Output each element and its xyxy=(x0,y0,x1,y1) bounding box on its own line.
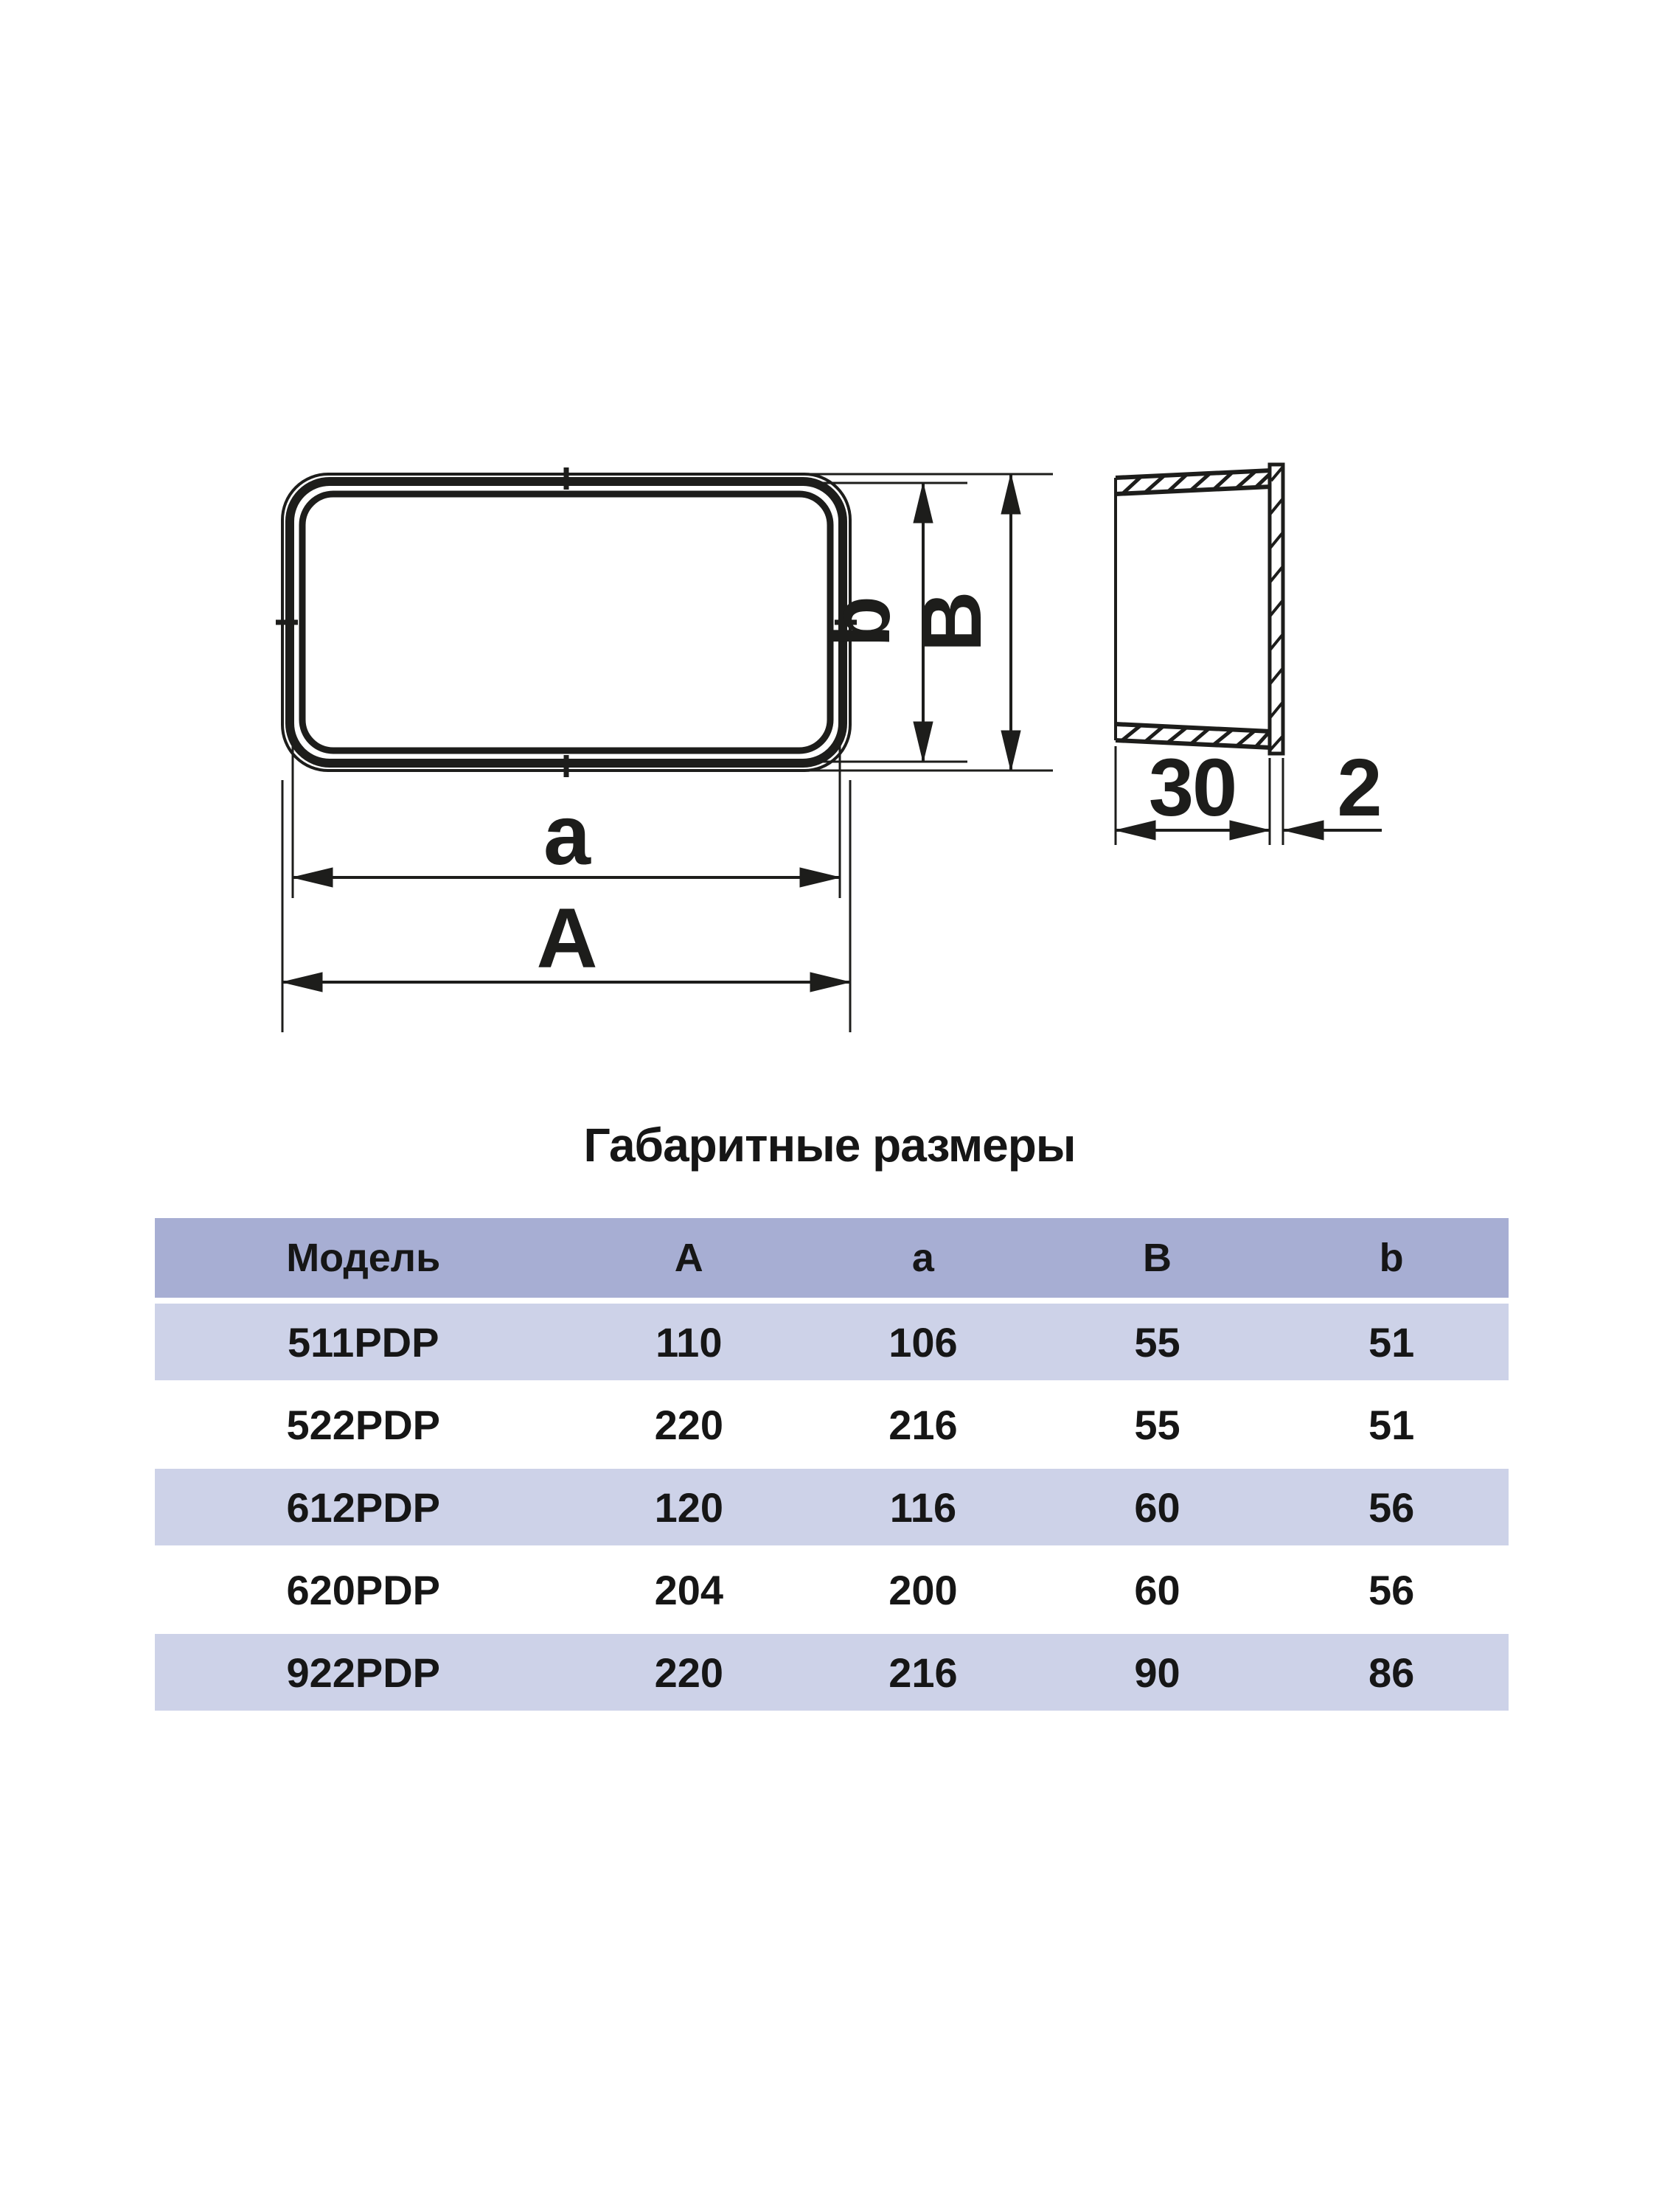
center-tick-marks xyxy=(276,467,857,777)
dimension-flange-2 xyxy=(1284,742,1382,840)
column-header-B: B xyxy=(1143,1236,1172,1280)
side-view xyxy=(1116,465,1283,754)
dim-B-cell: 90 xyxy=(1134,1649,1180,1696)
column-header-b: b xyxy=(1379,1236,1404,1280)
table-header-row xyxy=(155,1218,1509,1301)
dim-A-cell: 220 xyxy=(654,1649,724,1696)
dim-A-cell: 204 xyxy=(654,1566,724,1613)
dim-a-cell: 216 xyxy=(888,1649,958,1696)
dimension-a xyxy=(293,788,840,887)
model-cell: 612PDP xyxy=(286,1484,441,1531)
arrowhead-right-icon xyxy=(810,973,850,992)
arrowhead-down-icon xyxy=(914,722,933,762)
arrowhead-up-icon xyxy=(1001,474,1020,514)
dim-A-cell: 110 xyxy=(655,1318,723,1366)
front-middle-contour xyxy=(290,481,843,763)
dim-B-cell: 55 xyxy=(1134,1401,1180,1448)
dimensions-table xyxy=(155,1218,1509,1717)
dim-b-cell: 56 xyxy=(1368,1566,1415,1613)
arrowhead-down-icon xyxy=(1001,731,1020,771)
dim-B-cell: 55 xyxy=(1134,1318,1180,1366)
technical-drawing xyxy=(0,0,1659,1077)
model-cell: 522PDP xyxy=(286,1401,441,1448)
arrowhead-left-icon xyxy=(293,868,333,887)
dim-b-cell: 51 xyxy=(1368,1401,1415,1448)
dim-B-cell: 60 xyxy=(1134,1566,1180,1613)
dim-b-cell: 56 xyxy=(1368,1484,1415,1531)
dim-label-b: b xyxy=(813,597,908,648)
front-inner-contour xyxy=(302,494,830,751)
arrowhead-up-icon xyxy=(914,483,933,523)
table-row xyxy=(155,1383,1509,1466)
dim-label-2: 2 xyxy=(1337,742,1381,833)
table-row xyxy=(155,1466,1509,1548)
side-view-dimensions xyxy=(1116,742,1382,845)
arrowhead-left-icon xyxy=(282,973,322,992)
dimension-depth-30 xyxy=(1116,742,1270,840)
table-title: Габаритные размеры xyxy=(583,1119,1076,1172)
dim-b-cell: 51 xyxy=(1368,1318,1415,1366)
dim-A-cell: 220 xyxy=(654,1401,724,1448)
column-header-model: Модель xyxy=(286,1236,441,1280)
arrowhead-left-icon xyxy=(1284,821,1324,840)
dim-label-A: A xyxy=(536,891,597,986)
dim-label-30: 30 xyxy=(1148,742,1237,833)
model-cell: 620PDP xyxy=(286,1566,441,1613)
model-cell: 922PDP xyxy=(286,1649,441,1696)
dim-a-cell: 200 xyxy=(888,1566,958,1613)
dim-label-B: B xyxy=(905,592,999,653)
dim-a-cell: 106 xyxy=(888,1318,958,1366)
table-row xyxy=(155,1548,1509,1631)
arrowhead-right-icon xyxy=(800,868,840,887)
column-header-a: a xyxy=(911,1236,934,1280)
front-outer-contour xyxy=(282,474,850,771)
dimension-A xyxy=(282,891,850,992)
dim-a-cell: 216 xyxy=(888,1401,958,1448)
dim-b-cell: 86 xyxy=(1368,1649,1415,1696)
dim-a-cell: 116 xyxy=(889,1484,957,1531)
table-row xyxy=(155,1631,1509,1714)
front-view xyxy=(276,467,857,777)
dim-B-cell: 60 xyxy=(1134,1484,1180,1531)
table-row xyxy=(155,1301,1509,1383)
dim-A-cell: 120 xyxy=(654,1484,724,1531)
model-cell: 511PDP xyxy=(287,1318,439,1366)
column-header-A: A xyxy=(674,1236,703,1280)
dim-label-a: a xyxy=(543,788,589,883)
